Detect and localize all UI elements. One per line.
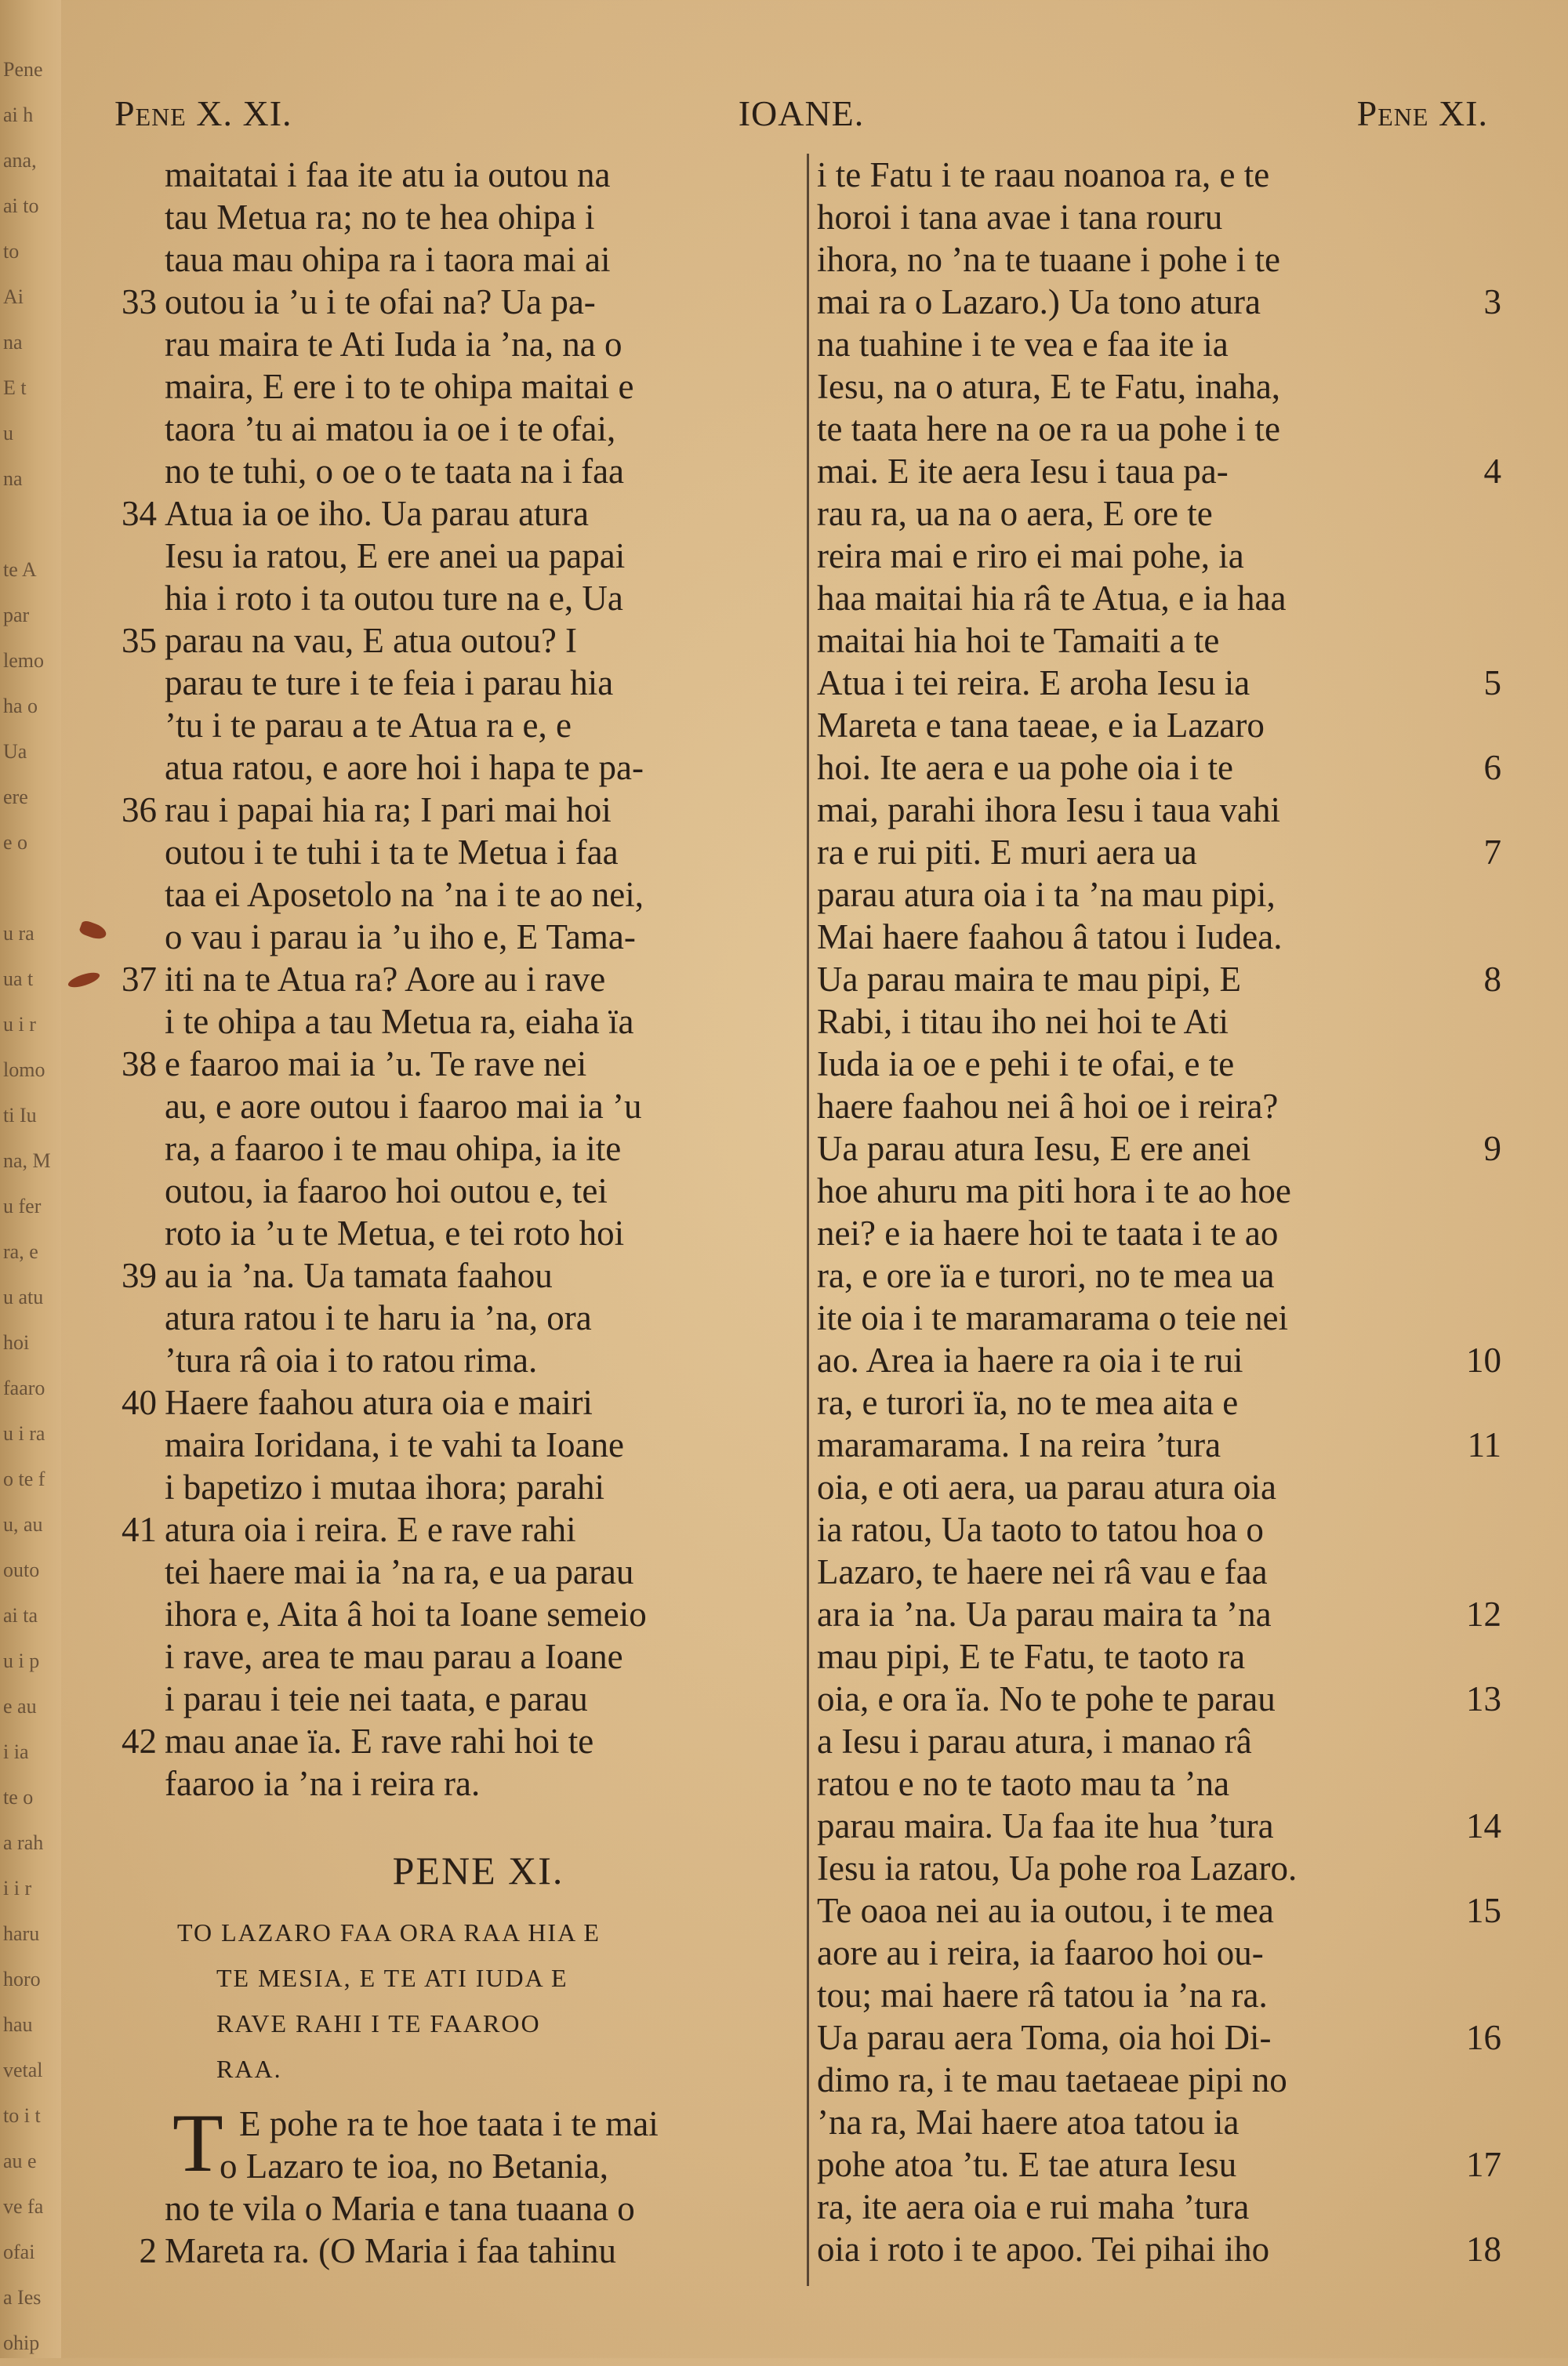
line-text: oia i roto i te apoo. Tei pihai iho [817, 2230, 1270, 2269]
text-line [102, 831, 792, 873]
text-line [811, 1889, 1501, 1932]
line-text: ia ratou, Ua taoto to tatou hoa o [817, 1510, 1264, 1549]
line-text: i te ohipa a tau Metua ra, eiaha ïa [165, 1002, 634, 1041]
line-text: ’tura râ oia i to ratou rima. [165, 1341, 538, 1380]
line-text: Iesu ia ratou, E ere anei ua papai [165, 536, 626, 575]
text-line [811, 2016, 1501, 2059]
line-text: Atua i tei reira. E aroha Iesu ia [817, 663, 1250, 702]
line-text: Te oaoa nei au ia outou, i te mea [817, 1891, 1274, 1930]
line-text: ’na ra, Mai haere atoa tatou ia [817, 2103, 1240, 2142]
verse-number: 7 [1483, 833, 1501, 872]
text-line [811, 2101, 1494, 2143]
header-title: IOANE. [738, 93, 865, 133]
line-text: Mai haere faahou â tatou i Iudea. [817, 917, 1283, 956]
text-line [102, 1127, 792, 1170]
text-line [811, 2186, 1494, 2228]
text-line [102, 1381, 792, 1424]
text-line [811, 662, 1501, 704]
text-line [811, 1678, 1501, 1720]
text-line [102, 323, 792, 365]
line-text: na tuahine i te vea e faa ite ia [817, 325, 1229, 364]
drop-cap: T [172, 2097, 223, 2189]
verse-number: 42 [122, 1722, 157, 1761]
verse-number: 35 [122, 621, 157, 660]
line-text: ’tu i te parau a te Atua ra e, e [165, 706, 572, 745]
text-line [811, 789, 1494, 831]
line-text: hoe ahuru ma piti hora i te ao hoe [817, 1171, 1291, 1210]
line-text: parau na vau, E atua outou? I [165, 621, 578, 660]
line-text: Atua ia oe iho. Ua parau atura [165, 494, 590, 533]
line-text: hia i roto i ta outou ture na e, Ua [165, 579, 623, 618]
line-text: mai, parahi ihora Iesu i taua vahi [817, 790, 1281, 829]
text-line [811, 323, 1494, 365]
line-text: ra, e turori ïa, no te mea aita e [817, 1383, 1239, 1422]
text-line [811, 1381, 1494, 1424]
text-line [811, 196, 1494, 238]
line-text: mau pipi, E te Fatu, te taoto ra [817, 1637, 1246, 1676]
line-text: o vau i parau ia ’u iho e, E Tama- [165, 917, 636, 956]
line-text: i bapetizo i mutaa ihora; parahi [165, 1468, 605, 1507]
summary-line: TE MESIA, E TE ATI IUDA E [216, 1964, 568, 1992]
text-line [811, 1974, 1494, 2016]
left-column [102, 154, 792, 2272]
text-line [102, 535, 792, 577]
text-line [102, 450, 792, 492]
line-text: pohe atoa ’tu. E tae atura Iesu [817, 2145, 1237, 2184]
text-line [102, 1466, 792, 1508]
text-line [811, 535, 1494, 577]
line-text: Iesu ia ratou, Ua pohe roa Lazaro. [817, 1849, 1298, 1888]
text-line [102, 154, 792, 196]
text-line [811, 1212, 1494, 1254]
text-line [102, 619, 792, 662]
text-line [811, 408, 1494, 450]
text-line [102, 577, 792, 619]
line-text: outou ia ’u i te ofai na? Ua pa- [165, 282, 596, 321]
line-text: ra, e ore ïa e turori, no te mea ua [817, 1256, 1275, 1295]
line-text: haere faahou nei â hoi oe i reira? [817, 1087, 1279, 1126]
text-line [102, 1593, 792, 1635]
verse-number: 10 [1466, 1341, 1501, 1380]
verse-number: 40 [122, 1383, 157, 1422]
line-text: au ia ’na. Ua tamata faahou [165, 1256, 553, 1295]
text-line [811, 238, 1494, 281]
line-text: iti na te Atua ra? Aore au i rave [165, 960, 606, 999]
text-line [811, 1551, 1494, 1593]
verse-number: 2 [139, 2231, 157, 2270]
line-text: reira mai e riro ei mai pohe, ia [817, 536, 1244, 575]
text-line [102, 746, 792, 789]
chapter-heading: PENE XI. [392, 1849, 564, 1892]
verse-number: 38 [122, 1044, 157, 1083]
verse-number: 17 [1466, 2145, 1501, 2184]
line-text: ratou e no te taoto mau ta ’na [817, 1764, 1230, 1803]
verse-number: 11 [1467, 1425, 1501, 1464]
line-text: a Iesu i parau atura, i manao râ [817, 1722, 1252, 1761]
text-line [102, 408, 792, 450]
verse-number: 8 [1483, 960, 1501, 999]
line-text: ihora, no ’na te tuaane i pohe i te [817, 240, 1281, 279]
line-text: Lazaro, te haere nei râ vau e faa [817, 1552, 1268, 1591]
text-line [811, 831, 1501, 873]
text-line [811, 1847, 1494, 1889]
text-line [811, 1593, 1501, 1635]
left-column-lines [102, 154, 792, 1805]
text-line [811, 1043, 1494, 1085]
line-text: roto ia ’u te Metua, e tei roto hoi [165, 1214, 625, 1253]
text-line [102, 2145, 792, 2187]
text-line [102, 492, 792, 535]
line-text: Iesu, na o atura, E te Fatu, inaha, [817, 367, 1281, 406]
text-line [811, 958, 1501, 1000]
text-line [102, 1254, 792, 1297]
line-text: no te vila o Maria e tana tuaana o [165, 2189, 635, 2228]
line-text: Mareta e tana taeae, e ia Lazaro [817, 706, 1265, 745]
line-text: taua mau ohipa ra i taora mai ai [165, 240, 611, 279]
text-line [811, 1805, 1501, 1847]
text-line [811, 577, 1494, 619]
line-text: parau te ture i te feia i parau hia [165, 663, 614, 702]
text-line [811, 2059, 1494, 2101]
line-text: haa maitai hia râ te Atua, e ia haa [817, 579, 1287, 618]
text-line [102, 1720, 792, 1762]
verse-number: 33 [122, 282, 157, 321]
line-text: atura ratou i te haru ia ’na, ora [165, 1298, 592, 1337]
text-line [811, 281, 1501, 323]
text-line [811, 154, 1494, 196]
text-line [102, 281, 792, 323]
text-line [102, 1339, 792, 1381]
text-line [102, 789, 792, 831]
text-line [811, 2228, 1501, 2270]
line-text: Ua parau aera Toma, oia hoi Di- [817, 2018, 1272, 2057]
line-text: rau ra, ua na o aera, E ore te [817, 494, 1213, 533]
verse-number: 39 [122, 1256, 157, 1295]
summary-line: RAA. [216, 2055, 282, 2083]
line-text: maira Ioridana, i te vahi ta Ioane [165, 1425, 624, 1464]
text-line [102, 958, 792, 1000]
line-text: parau atura oia i ta ’na mau pipi, [817, 875, 1276, 914]
line-text: nei? e ia haere hoi te taata i te ao [817, 1214, 1279, 1253]
text-line [811, 1424, 1501, 1466]
running-header [114, 93, 1488, 140]
text-line [102, 1424, 792, 1466]
text-line [811, 1635, 1494, 1678]
text-line [811, 1932, 1494, 1974]
line-text: Mareta ra. (O Maria i faa tahinu [165, 2231, 616, 2270]
line-text: ihora e, Aita â hoi ta Ioane semeio [165, 1595, 647, 1634]
left-column-chapter-start [102, 2097, 792, 2272]
text-line [811, 1466, 1494, 1508]
line-text: oia, e ora ïa. No te pohe te parau [817, 1679, 1276, 1718]
text-line [102, 662, 792, 704]
text-line [811, 1254, 1494, 1297]
line-text: au, e aore outou i faaroo mai ia ’u [165, 1087, 642, 1126]
verse-number: 18 [1466, 2230, 1501, 2269]
line-text: i rave, area te mau parau a Ioane [165, 1637, 623, 1676]
line-text: taa ei Aposetolo na ’na i te ao nei, [165, 875, 644, 914]
line-text: outou, ia faaroo hoi outou e, tei [165, 1171, 608, 1210]
line-text: maitai hia hoi te Tamaiti a te [817, 621, 1220, 660]
text-line [811, 1339, 1501, 1381]
text-line [102, 238, 792, 281]
verse-number: 4 [1483, 452, 1501, 491]
verse-number: 9 [1483, 1129, 1501, 1168]
line-text: faaroo ia ’na i reira ra. [165, 1764, 481, 1803]
line-text: maramarama. I na reira ’tura [817, 1425, 1221, 1464]
line-text: dimo ra, i te mau taetaeae pipi no [817, 2060, 1287, 2099]
text-line [811, 916, 1494, 958]
text-line [811, 2143, 1501, 2186]
text-line [811, 1127, 1501, 1170]
verse-number: 14 [1466, 1806, 1501, 1845]
column-divider [807, 154, 809, 2286]
verse-number: 36 [122, 790, 157, 829]
verse-number: 6 [1483, 748, 1501, 787]
header-left: Pene X. XI. [114, 93, 292, 133]
line-text: Haere faahou atura oia e mairi [165, 1383, 593, 1422]
summary-line: RAVE RAHI I TE FAAROO [216, 2009, 541, 2038]
text-line [102, 1212, 792, 1254]
line-text: ite oia i te maramarama o teie nei [817, 1298, 1288, 1337]
text-line [102, 1085, 792, 1127]
line-text: tei haere mai ia ’na ra, e ua parau [165, 1552, 634, 1591]
text-line [102, 2187, 792, 2230]
text-line [811, 1720, 1494, 1762]
verse-number: 16 [1466, 2018, 1501, 2057]
line-text: oia, e oti aera, ua parau atura oia [817, 1468, 1276, 1507]
line-text: te taata here na oe ra ua pohe i te [817, 409, 1280, 448]
text-line [102, 1508, 792, 1551]
line-text: tou; mai haere râ tatou ia ’na ra. [817, 1976, 1268, 2015]
verse-number: 15 [1466, 1891, 1501, 1930]
text-line [102, 1635, 792, 1678]
verse-number: 5 [1483, 663, 1501, 702]
line-text: e faaroo mai ia ’u. Te rave nei [165, 1044, 587, 1083]
text-line [811, 619, 1494, 662]
text-line [811, 873, 1494, 916]
line-text: mai ra o Lazaro.) Ua tono atura [817, 282, 1261, 321]
verse-number: 12 [1466, 1595, 1501, 1634]
verse-number: 37 [122, 960, 157, 999]
verse-number: 13 [1466, 1679, 1501, 1718]
text-line [102, 873, 792, 916]
line-text: ara ia ’na. Ua parau maira ta ’na [817, 1595, 1272, 1634]
line-text: aore au i reira, ia faaroo hoi ou- [817, 1933, 1264, 1972]
line-text: E pohe ra te hoe taata i te mai [239, 2104, 659, 2143]
line-text: i te Fatu i te raau noanoa ra, e te [817, 155, 1270, 194]
text-line [811, 1762, 1494, 1805]
text-line [811, 704, 1494, 746]
line-text: outou i te tuhi i ta te Metua i faa [165, 833, 619, 872]
text-line [102, 1297, 792, 1339]
line-text: ao. Area ia haere ra oia i te rui [817, 1341, 1243, 1380]
line-text: rau maira te Ati Iuda ia ’na, na o [165, 325, 622, 364]
text-line [811, 1085, 1494, 1127]
text-line [102, 1678, 792, 1720]
verse-number: 3 [1483, 282, 1501, 321]
line-text: hoi. Ite aera e ua pohe oia i te [817, 748, 1233, 787]
text-line [811, 450, 1501, 492]
line-text: horoi i tana avae i tana rouru [817, 198, 1223, 237]
line-text: ra e rui piti. E muri aera ua [817, 833, 1197, 872]
line-text: ra, ite aera oia e rui maha ’tura [817, 2187, 1250, 2226]
line-text: maitatai i faa ite atu ia outou na [165, 155, 611, 194]
line-text: maira, E ere i to te ohipa maitai e [165, 367, 634, 406]
verse-number: 41 [122, 1510, 157, 1549]
text-line [102, 1551, 792, 1593]
line-text: Rabi, i titau iho nei hoi te Ati [817, 1002, 1229, 1041]
line-text: o Lazaro te ioa, no Betania, [220, 2146, 609, 2186]
summary-line: TO LAZARO FAA ORA RAA HIA E [177, 1918, 601, 1947]
text-line [811, 1170, 1494, 1212]
line-text: rau i papai hia ra; I pari mai hoi [165, 790, 612, 829]
text-line [811, 365, 1494, 408]
line-text: taora ’tu ai matou ia oe i te ofai, [165, 409, 616, 448]
text-line [102, 1043, 792, 1085]
text-line [811, 1297, 1494, 1339]
line-text: atura oia i reira. E e rave rahi [165, 1510, 576, 1549]
line-text: Ua parau atura Iesu, E ere anei [817, 1129, 1251, 1168]
text-line [102, 2230, 792, 2272]
margin-pen-mark-2 [67, 970, 101, 990]
line-text: ra, a faaroo i te mau ohipa, ia ite [165, 1129, 622, 1168]
line-text: tau Metua ra; no te hea ohipa i [165, 198, 595, 237]
text-line [811, 492, 1494, 535]
text-line [102, 365, 792, 408]
line-text: parau maira. Ua faa ite hua ’tura [817, 1806, 1274, 1845]
text-line [102, 916, 792, 958]
text-line [811, 746, 1501, 789]
text-line [102, 1762, 792, 1805]
line-text: atua ratou, e aore hoi i hapa te pa- [165, 748, 644, 787]
line-text: no te tuhi, o oe o te taata na i faa [165, 452, 625, 491]
facing-page-text: Pene ai h ana, ai to to Ai na E t u na te A par lemo ha o Ua ere e o u ra ua t u i r lomo ti Iu na, M u fer ra, e u atu hoi faaro u i ra o te f u, au outo ai ta u i p e au i ia te o a rah i i r haru horo hau vetal to i t au e ve fa ofai a Ies ohip [3, 58, 51, 2354]
line-text: mau anae ïa. E rave rahi hoi te [165, 1722, 594, 1761]
verse-number: 34 [122, 494, 157, 533]
text-line [102, 1000, 792, 1043]
text-line [102, 196, 792, 238]
right-column [811, 154, 1501, 2270]
text-line [102, 704, 792, 746]
facing-page-edge [0, 0, 61, 2358]
chapter-summary [102, 1910, 789, 2092]
header-right: Pene XI. [1356, 93, 1488, 133]
text-line [102, 1170, 792, 1212]
text-line [811, 1508, 1494, 1551]
line-text: i parau i teie nei taata, e parau [165, 1679, 588, 1718]
line-text: Iuda ia oe e pehi i te ofai, e te [817, 1044, 1235, 1083]
line-text: Ua parau maira te mau pipi, E [817, 960, 1242, 999]
text-line [811, 1000, 1494, 1043]
line-text: mai. E ite aera Iesu i taua pa- [817, 452, 1229, 491]
